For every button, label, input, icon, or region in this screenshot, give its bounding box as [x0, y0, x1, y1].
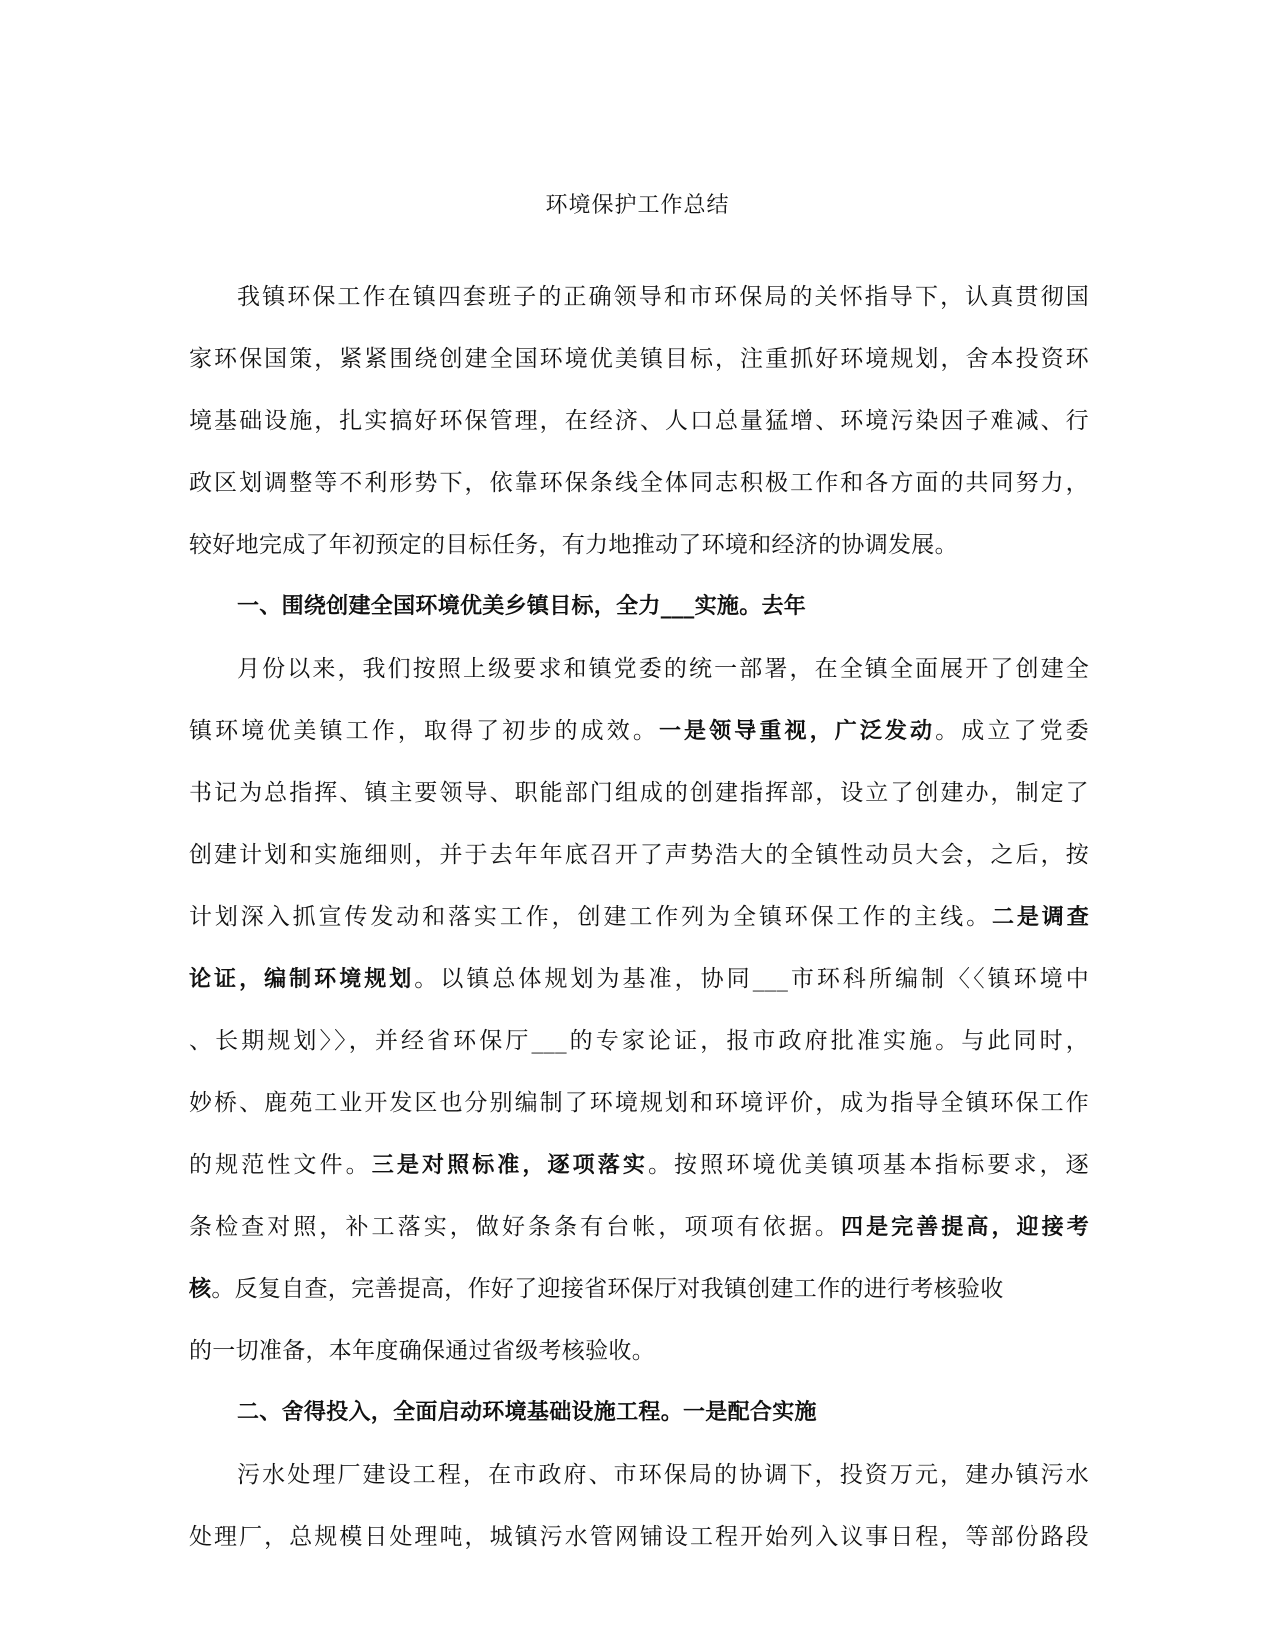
- bold-point: 三是对照标准，逐项落实: [371, 1153, 648, 1178]
- section-heading: 一、围绕创建全国环境优美乡镇目标，全力___实施。去年: [237, 594, 807, 619]
- text-run: 。反复自查，完善提高，作好了迎接省环保厅对我镇创建工作的进行考核验收: [211, 1276, 1004, 1302]
- paragraph-line: 政区划调整等不利形势下，依靠环保条线全体同志积极工作和各方面的共同努力，: [189, 470, 1089, 496]
- paragraph-line: 、长期规划〉〉，并经省环保厅___的专家论证，报市政府批准实施。与此同时，: [189, 1028, 1089, 1054]
- text-run: 。成立了党委: [935, 718, 1089, 744]
- text-run: 。以镇总体规划为基准，协同___市环科所编制〈〈镇环境中: [414, 966, 1089, 992]
- bold-point: 核: [189, 1277, 212, 1302]
- paragraph-line: 境基础设施，扎实搞好环保管理，在经济、人口总量猛增、环境污染因子难减、行: [189, 408, 1089, 434]
- paragraph-line: [189, 1134, 1089, 1196]
- paragraph-line: [189, 700, 1089, 762]
- paragraph-line: 较好地完成了年初预定的目标任务，有力地推动了环境和经济的协调发展。: [189, 532, 958, 558]
- paragraph-line: 的一切准备，本年度确保通过省级考核验收。: [189, 1338, 655, 1364]
- paragraph-line: 污水处理厂建设工程，在市政府、市环保局的协调下，投资万元，建办镇污水: [237, 1462, 1089, 1488]
- bold-point: 论证，编制环境规划: [189, 967, 415, 992]
- paragraph-line: 月份以来，我们按照上级要求和镇党委的统一部署，在全镇全面展开了创建全: [237, 656, 1089, 682]
- paragraph-line: [189, 1258, 1089, 1320]
- paragraph-line: 妙桥、鹿苑工业开发区也分别编制了环境规划和环境评价，成为指导全镇环保工作: [189, 1090, 1089, 1116]
- paragraph-line: [189, 1196, 1089, 1258]
- paragraph-line: 我镇环保工作在镇四套班子的正确领导和市环保局的关怀指导下，认真贯彻国: [237, 284, 1089, 310]
- paragraph-line: 家环保国策，紧紧围绕创建全国环境优美镇目标，注重抓好环境规划，舍本投资环: [189, 346, 1089, 372]
- text-run: 计划深入抓宣传发动和落实工作，创建工作列为全镇环保工作的主线。: [189, 904, 992, 930]
- text-run: 镇环境优美镇工作，取得了初步的成效。: [189, 718, 659, 744]
- paragraph-line: 书记为总指挥、镇主要领导、职能部门组成的创建指挥部，设立了创建办，制定了: [189, 780, 1089, 806]
- paragraph-line: 处理厂，总规模日处理吨，城镇污水管网铺设工程开始列入议事日程，等部份路段: [189, 1524, 1089, 1550]
- text-run: 的规范性文件。: [189, 1152, 372, 1178]
- text-run: 条检查对照，补工落实，做好条条有台帐，项项有依据。: [189, 1214, 841, 1240]
- bold-point: 四是完善提高，迎接考: [840, 1215, 1089, 1240]
- document-body: [189, 266, 1089, 1568]
- bold-point: 一是领导重视，广泛发动: [658, 719, 936, 744]
- text-run: 。按照环境优美镇项基本指标要求，逐: [647, 1152, 1089, 1178]
- paragraph-line: 创建计划和实施细则，并于去年年底召开了声势浩大的全镇性动员大会，之后，按: [189, 842, 1089, 868]
- paragraph-line: [189, 948, 1089, 1010]
- document-title: 环境保护工作总结: [545, 193, 730, 218]
- bold-point: 二是调查: [991, 905, 1089, 930]
- paragraph-line: [189, 886, 1089, 948]
- section-heading: 二、舍得投入，全面启动环境基础设施工程。一是配合实施: [237, 1400, 817, 1425]
